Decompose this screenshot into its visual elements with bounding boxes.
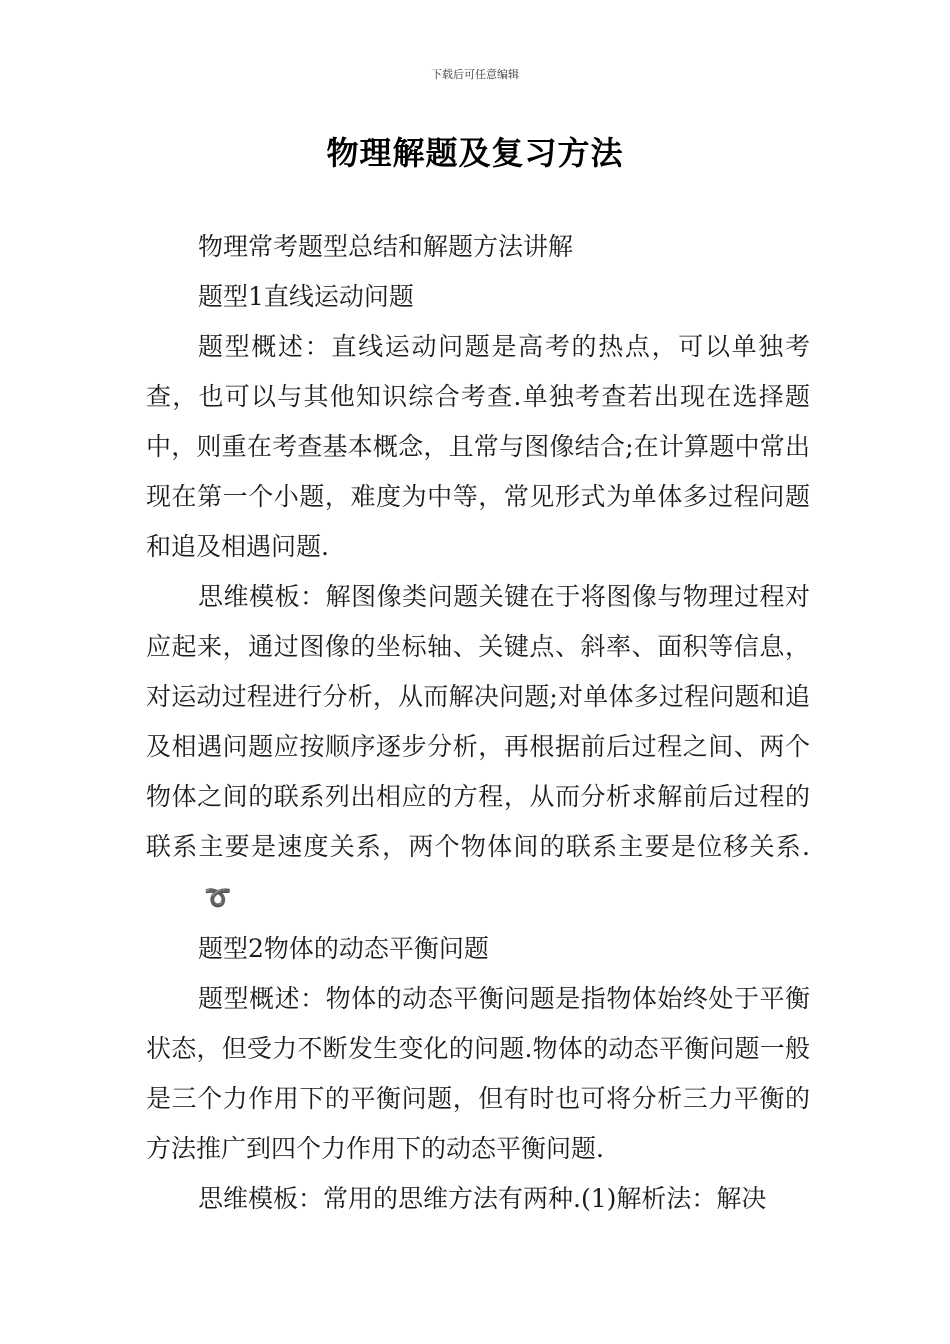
paragraph-topic-2-heading: 题型2物体的动态平衡问题 — [198, 934, 489, 963]
paragraph-topic-1-heading: 题型1直线运动问题 — [198, 282, 414, 311]
paragraph-topic-1-overview: 题型概述：直线运动问题是高考的热点，可以单独考查，也可以与其他知识综合考查.单独考查若出现在选择题中，则重在考查基本概念，且常与图像结合;在计算题中常出现在第一个小题，难度为中等，常见形式为单体多过程问题和追及相遇问题. — [146, 332, 810, 561]
paragraph-topic-2-overview: 题型概述：物体的动态平衡问题是指物体始终处于平衡状态，但受力不断发生变化的问题.物体的动态平衡问题一般是三个力作用下的平衡问题，但有时也可将分析三力平衡的方法推广到四个力作用下的动态平衡问题. — [146, 984, 810, 1163]
paragraph-topic-1-template — [146, 572, 810, 924]
document-title: 物理解题及复习方法 — [326, 134, 624, 172]
download-note: 下载后可任意编辑 — [431, 68, 519, 81]
document-body — [146, 222, 810, 1224]
paragraph-topic-2-template: 思维模板：常用的思维方法有两种.(1)解析法：解决 — [198, 1184, 767, 1213]
paragraph-topic-1-template-text: 思维模板：解图像类问题关键在于将图像与物理过程对应起来，通过图像的坐标轴、关键点、斜率、面积等信息，对运动过程进行分析，从而解决问题;对单体多过程问题和追及相遇问题应按顺序逐步分析，再根据前后过程之间、两个物体之间的联系列出相应的方程，从而分析求解前后过程的联系主要是速度关系，两个物体间的联系主要是位移关系. — [146, 582, 810, 861]
paragraph-intro: 物理常考题型总结和解题方法讲解 — [198, 232, 574, 261]
curl-symbol-icon: ➰ — [204, 886, 232, 911]
